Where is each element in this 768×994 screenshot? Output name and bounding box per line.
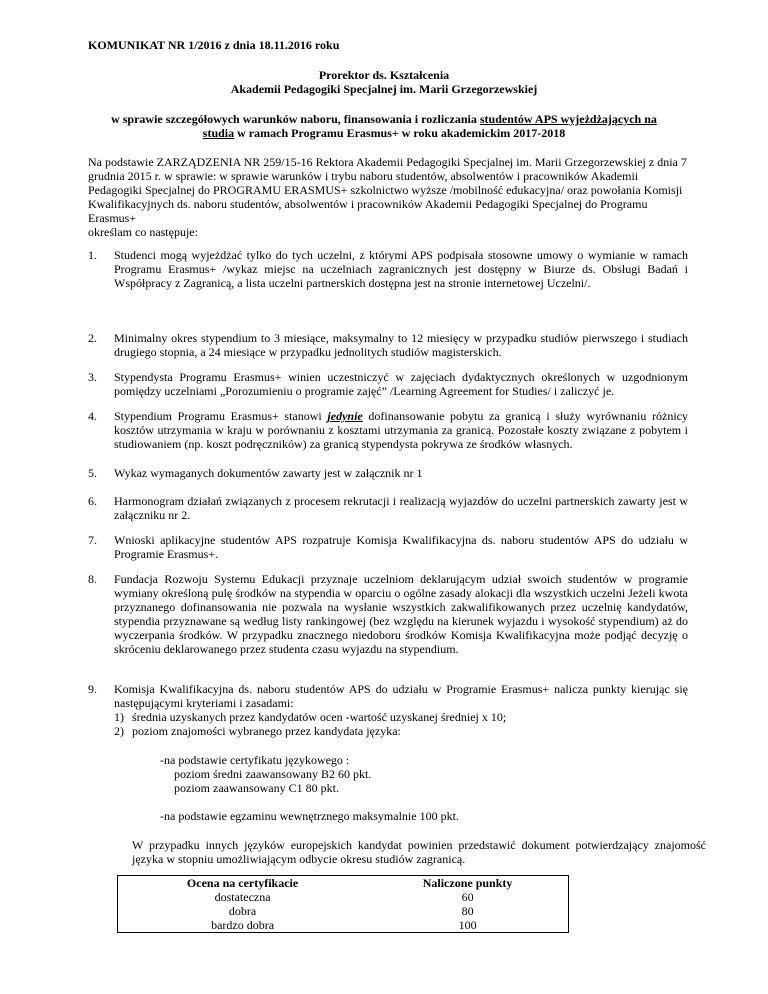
point-number: 2. <box>88 331 97 345</box>
sublist-number: 2) <box>114 724 124 738</box>
intro-paragraph <box>88 155 688 239</box>
list-item <box>88 494 688 522</box>
communique-title: KOMUNIKAT NR 1/2016 z dnia 18.11.2016 roku <box>88 38 340 52</box>
list-item <box>88 466 688 480</box>
subject-prefix: w sprawie szczegółowych warunków naboru, finansowania i rozliczania <box>111 112 480 126</box>
point-text: Fundacja Rozwoju Systemu Edukacji przyznaje uczelniom deklarującym udział swoich studentów w programie wymiany określoną pulę środków na stypendia w oparciu o ogólne zasady alokacji dla wszystkich uczelni Jeżeli kwota przyznanego dofinansowania nie pozwala na wysłanie wszystkich zakwalifikowanych przez uczelnię kandydatów, stypendia przyznawane są według listy rankingowej (bez względu na kierunek wyjazdu i wysokość stypendium) aż do wyczerpania środków. W przypadku znacznego niedoboru środków Komisja Kwalifikacyjna może podjąć decyzję o skróceniu deklarowanego przez studenta czasu wyjazdu na stypendium. <box>114 572 688 656</box>
issuer-title: Prorektor ds. Kształcenia <box>318 68 450 82</box>
sublist-text: średnia uzyskanych przez kandydatów ocen -wartość uzyskanej średniej x 10; <box>132 710 507 724</box>
list-item <box>88 682 688 738</box>
point-text: Minimalny okres stypendium to 3 miesiące, maksymalny to 12 miesięcy w przypadku studiów pierwszego i studiach drugiego stopnia, a 24 miesiące w przypadku jednolitych studiów magisterskich. <box>114 331 688 359</box>
table-cell: bardzo dobra <box>211 918 275 932</box>
point-number: 8. <box>88 572 97 586</box>
sublist-text: poziom znajomości wybranego przez kandydata języka: <box>132 724 401 738</box>
table-row <box>118 918 569 933</box>
point-emphasis: jedynie <box>327 409 363 423</box>
list-item <box>88 248 688 290</box>
table-cell: 60 <box>461 890 474 904</box>
point-text: Harmonogram działań związanych z procesem rekrutacji i realizacją wyjazdów do uczelni partnerskich zawarty jest w załączniku nr 2. <box>114 494 688 522</box>
table-row <box>118 904 569 918</box>
point-number: 4. <box>88 409 97 423</box>
intro-closing: określam co następuje: <box>88 225 198 239</box>
point-text: Studenci mogą wyjeżdżać tylko do tych uczelni, z którymi APS podpisała stosowne umowy o wymianie w ramach Programu Erasmus+ /wykaz miejsc na uczelniach zagranicznych jest dostępny w Biurze ds. Obsługi Badań i Współpracy z Zagranicą, a lista uczelni partnerskich dostępna jest na stronie internetowej Uczelni/. <box>114 248 688 290</box>
point-number: 7. <box>88 533 97 547</box>
column-header: Ocena na certyfikacie <box>186 876 299 890</box>
table-cell: 80 <box>461 904 474 918</box>
point-text-before: Stypendium Programu Erasmus+ stanowi <box>114 409 328 423</box>
point-number: 5. <box>88 466 97 480</box>
table-header-row <box>118 876 569 891</box>
sublist-item <box>114 724 688 738</box>
list-item <box>88 533 688 561</box>
table-row <box>118 890 569 904</box>
point-text-after: dofinansowanie pobytu za granicą i służy wyrównaniu różnicy kosztów utrzymania w kraju w porównaniu z kosztami utrzymania za granicą. Pozostałe koszty związane z pobytem i studiowaniem (np. koszt podręczników) za granicą stypendysta pokrywa ze środków własnych. <box>114 409 688 451</box>
certificate-block <box>160 753 371 795</box>
internal-exam-line: -na podstawie egzaminu wewnętrznego maksymalnie 100 pkt. <box>160 809 459 823</box>
point-text: Komisja Kwalifikacyjna ds. naboru studentów APS do udziału w Programie Erasmus+ nalicza punkty kierując się następującymi kryteriami i zasadami: <box>114 682 688 710</box>
point-text <box>114 409 688 451</box>
subject-suffix: w ramach Programu Erasmus+ w roku akademickim 2017-2018 <box>234 126 566 140</box>
sublist-item <box>114 710 688 724</box>
subject-underlined-1: studentów APS wyjeżdżających na <box>479 112 657 126</box>
point-text: Wnioski aplikacyjne studentów APS rozpatruje Komisja Kwalifikacyjna ds. naboru studentów APS do udziału w Programie Erasmus+. <box>114 533 688 561</box>
grades-table <box>117 875 569 933</box>
subject-block <box>88 112 680 140</box>
point-number: 9. <box>88 682 97 696</box>
table-cell: dostateczna <box>214 890 271 904</box>
sublist-number: 1) <box>114 710 124 724</box>
column-header: Naliczone punkty <box>422 876 513 890</box>
other-languages-note: W przypadku innych języków europejskich kandydat powinien przedstawić dokument potwierdzający znajomość języka w stopniu umożliwiającym odbycie okresu studiów zagranicą. <box>132 838 706 866</box>
point-number: 1. <box>88 248 97 262</box>
subject-underlined-2: studia <box>202 126 235 140</box>
list-item <box>88 331 688 359</box>
issuer-institution: Akademii Pedagogiki Specjalnej im. Marii Grzegorzewskiej <box>230 82 538 96</box>
intro-text: Na podstawie ZARZĄDZENIA NR 259/15-16 Rektora Akademii Pedagogiki Specjalnej im. Marii Grzegorzewskiej z dnia 7 grudnia 2015 r. w sprawie: w sprawie warunków i trybu naboru studentów, absolwentów i pracowników Akademii Pedagogiki Specjalnej do PROGRAMU ERASMUS+ szkolnictwo wyższe /mobilność edukacyjna/ oraz powołania Komisji Kwalifikacyjnych ds. naboru studentów, absolwentów i pracowników Akademii Pedagogiki Specjalnej do Programu Erasmus+ <box>88 155 687 225</box>
point-text: Stypendysta Programu Erasmus+ winien uczestniczyć w zajęciach dydaktycznych określonych w uzgodnionym pomiędzy uczelniami „Porozumieniu o programie zajęć” /Learning Agreement for Studies/ i zaliczyć je. <box>114 370 688 398</box>
list-item <box>88 370 688 398</box>
point-number: 3. <box>88 370 97 384</box>
list-item <box>88 572 688 656</box>
point-number: 6. <box>88 494 97 508</box>
criteria-sublist <box>114 710 688 738</box>
certificate-heading: -na podstawie certyfikatu językowego : <box>160 753 350 767</box>
point-text: Wykaz wymaganych dokumentów zawarty jest w załącznik nr 1 <box>114 466 423 480</box>
certificate-level-c1: poziom zaawansowany C1 80 pkt. <box>174 781 339 795</box>
list-item <box>88 409 688 451</box>
table-cell: 100 <box>458 918 477 932</box>
certificate-level-b2: poziom średni zaawansowany B2 60 pkt. <box>174 767 372 781</box>
table-cell: dobra <box>228 904 257 918</box>
